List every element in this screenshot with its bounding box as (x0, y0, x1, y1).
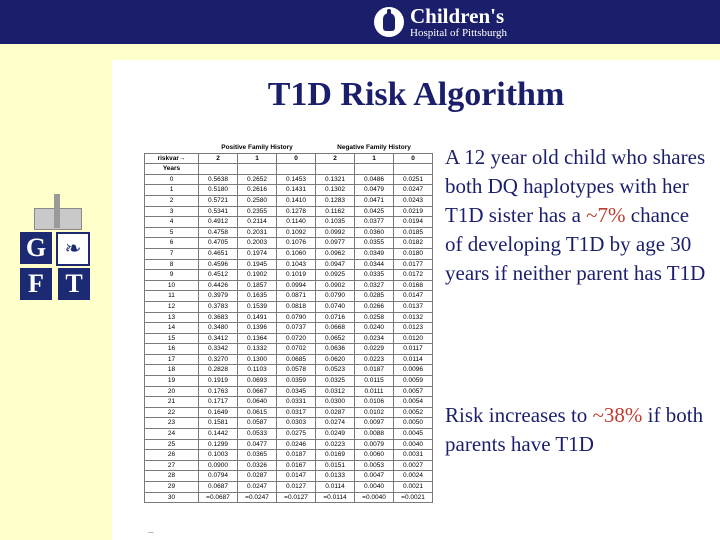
risk-value-cell: 0.1092 (277, 227, 316, 238)
risk-value-cell: 0.0300 (316, 397, 355, 408)
risk-value-cell: 0.0425 (355, 206, 394, 217)
table-row (145, 344, 433, 355)
logo-line-1: Children's (410, 3, 505, 28)
risk-value-cell: 0.0133 (316, 471, 355, 482)
year-cell: 10 (145, 280, 199, 291)
table-row (145, 407, 433, 418)
risk-value-cell: 0.4651 (199, 248, 238, 259)
table-row (145, 280, 433, 291)
year-cell: 23 (145, 418, 199, 429)
risk-value-cell: 0.1410 (277, 195, 316, 206)
risk-value-cell: 0.0523 (316, 365, 355, 376)
risk-value-cell: 0.0258 (355, 312, 394, 323)
risk-value-cell: 0.0106 (355, 397, 394, 408)
risk-value-cell: 0.1919 (199, 376, 238, 387)
gft-letter-f: F (20, 268, 52, 300)
hospital-logo (374, 5, 507, 39)
risk-value-cell: 0.1162 (316, 206, 355, 217)
table-row (145, 471, 433, 482)
table-row (145, 354, 433, 365)
risk-value-cell: 0.0114 (316, 482, 355, 493)
table-row (145, 376, 433, 387)
risk-value-cell: 0.0477 (238, 439, 277, 450)
table-row (145, 429, 433, 440)
year-cell: 15 (145, 333, 199, 344)
year-cell: 9 (145, 270, 199, 281)
year-cell: 13 (145, 312, 199, 323)
year-cell: 24 (145, 429, 199, 440)
risk-value-cell: 0.0120 (394, 333, 433, 344)
year-cell: 0 (145, 174, 199, 185)
risk-value-cell: 0.1300 (238, 354, 277, 365)
risk-value-cell: 0.1283 (316, 195, 355, 206)
table-row (145, 174, 433, 185)
risk-value-cell: 0.0251 (394, 174, 433, 185)
p1-text-start: A 12 year old child who shares both DQ haplotypes with her T1D sister has a (445, 145, 706, 227)
riskvar-value: 1 (355, 153, 394, 164)
risk-value-cell: 0.0169 (316, 450, 355, 461)
risk-value-cell: 0.0355 (355, 238, 394, 249)
risk-value-cell: 0.0925 (316, 270, 355, 281)
year-cell: 20 (145, 386, 199, 397)
year-cell: 29 (145, 482, 199, 493)
risk-value-cell: 0.0740 (316, 301, 355, 312)
risk-value-cell: 0.2355 (238, 206, 277, 217)
risk-table (144, 143, 433, 503)
risk-value-cell: 0.1857 (238, 280, 277, 291)
risk-value-cell: 0.3683 (199, 312, 238, 323)
risk-value-cell: 0.0079 (355, 439, 394, 450)
risk-value-cell: 0.2652 (238, 174, 277, 185)
p2-text-start: Risk increases to (445, 403, 593, 427)
risk-value-cell: 0.1019 (277, 270, 316, 281)
table-row (145, 323, 433, 334)
risk-value-cell: 0.0229 (355, 344, 394, 355)
risk-value-cell: 0.0486 (355, 174, 394, 185)
year-cell: 2 (145, 195, 199, 206)
risk-value-cell: 0.0312 (316, 386, 355, 397)
risk-value-cell: 0.1299 (199, 439, 238, 450)
risk-value-cell: 0.0040 (355, 482, 394, 493)
risk-value-cell: 0.0059 (394, 376, 433, 387)
risk-value-cell: 0.0247 (238, 482, 277, 493)
risk-value-cell: 0.0096 (394, 365, 433, 376)
year-cell: 8 (145, 259, 199, 270)
risk-value-cell: 0.3270 (199, 354, 238, 365)
table-row (145, 439, 433, 450)
risk-value-cell: =0.0687 (199, 492, 238, 503)
risk-value-cell: 0.0111 (355, 386, 394, 397)
table-row (145, 482, 433, 493)
riskvar-value: 0 (394, 153, 433, 164)
risk-value-cell: 0.4512 (199, 270, 238, 281)
year-cell: 12 (145, 301, 199, 312)
risk-value-cell: 0.0185 (394, 227, 433, 238)
risk-value-cell: 0.0243 (394, 195, 433, 206)
riskvar-label: riskvar→ (145, 153, 199, 164)
risk-value-cell: 0.0345 (277, 386, 316, 397)
risk-value-cell: 0.0533 (238, 429, 277, 440)
risk-value-cell: 0.0182 (394, 238, 433, 249)
year-cell: 16 (145, 344, 199, 355)
risk-value-cell: 0.0794 (199, 471, 238, 482)
risk-value-cell: 0.0636 (316, 344, 355, 355)
risk-value-cell: 0.2828 (199, 365, 238, 376)
risk-value-cell: 0.1364 (238, 333, 277, 344)
table-row (145, 301, 433, 312)
risk-value-cell: 0.0285 (355, 291, 394, 302)
risk-value-cell: 0.0024 (394, 471, 433, 482)
risk-value-cell: 0.4912 (199, 217, 238, 228)
p1-highlight: ~7% (586, 203, 626, 227)
risk-value-cell: 0.0687 (199, 482, 238, 493)
risk-value-cell: 0.3979 (199, 291, 238, 302)
risk-value-cell: 0.1945 (238, 259, 277, 270)
risk-value-cell: 0.0275 (277, 429, 316, 440)
table-row (145, 365, 433, 376)
risk-value-cell: 0.4705 (199, 238, 238, 249)
risk-value-cell: 0.0240 (355, 323, 394, 334)
risk-value-cell: 0.0360 (355, 227, 394, 238)
risk-value-cell: =0.0040 (355, 492, 394, 503)
risk-value-cell: 0.0151 (316, 460, 355, 471)
risk-value-cell: 0.0177 (394, 259, 433, 270)
risk-value-cell: 0.1902 (238, 270, 277, 281)
risk-value-cell: 0.1278 (277, 206, 316, 217)
table-row (145, 238, 433, 249)
year-cell: 27 (145, 460, 199, 471)
risk-value-cell: 0.0344 (355, 259, 394, 270)
risk-value-cell: 0.0102 (355, 407, 394, 418)
table-row (145, 418, 433, 429)
risk-value-cell: 0.0040 (394, 439, 433, 450)
risk-value-cell: 0.0247 (394, 185, 433, 196)
risk-value-cell: 0.0615 (238, 407, 277, 418)
risk-value-cell: 0.0223 (316, 439, 355, 450)
gft-letter-t: T (58, 268, 90, 300)
risk-value-cell: 0.0234 (355, 333, 394, 344)
risk-value-cell: 0.5341 (199, 206, 238, 217)
risk-value-cell: 0.3783 (199, 301, 238, 312)
risk-value-cell: 0.1442 (199, 429, 238, 440)
risk-value-cell: 0.0790 (277, 312, 316, 323)
risk-value-cell: 0.0137 (394, 301, 433, 312)
table-row (145, 333, 433, 344)
risk-value-cell: 0.0052 (394, 407, 433, 418)
table-row (145, 397, 433, 408)
year-cell: 28 (145, 471, 199, 482)
risk-value-cell: 0.1431 (277, 185, 316, 196)
riskvar-value: 0 (277, 153, 316, 164)
year-cell: 7 (145, 248, 199, 259)
risk-value-cell: 0.1396 (238, 323, 277, 334)
risk-value-cell: 0.0287 (238, 471, 277, 482)
risk-value-cell: 0.0167 (277, 460, 316, 471)
year-cell: 21 (145, 397, 199, 408)
explanation-paragraph-2 (445, 401, 707, 459)
p1-text-end: chance of developing T1D by age 30 years if neither parent has T1D (445, 203, 706, 285)
risk-value-cell: 0.2031 (238, 227, 277, 238)
table-row (145, 195, 433, 206)
child-silhouette-icon (374, 7, 404, 37)
risk-value-cell: 0.0317 (277, 407, 316, 418)
logo-line-2: Hospital of Pittsburgh (410, 26, 507, 39)
gft-logo (20, 196, 94, 308)
risk-value-cell: 0.0900 (199, 460, 238, 471)
risk-value-cell: 0.0123 (394, 323, 433, 334)
risk-value-cell: 0.0377 (355, 217, 394, 228)
risk-value-cell: 0.0132 (394, 312, 433, 323)
risk-value-cell: 0.4596 (199, 259, 238, 270)
footer-mark: --- (148, 530, 154, 536)
risk-value-cell: 0.0223 (355, 354, 394, 365)
risk-value-cell: 0.0147 (394, 291, 433, 302)
years-label: Years (145, 164, 199, 175)
explanation-paragraph-1 (445, 143, 707, 288)
risk-value-cell: 0.5180 (199, 185, 238, 196)
risk-value-cell: 0.4758 (199, 227, 238, 238)
risk-value-cell: 0.0693 (238, 376, 277, 387)
risk-value-cell: 0.0325 (316, 376, 355, 387)
risk-value-cell: 0.0327 (355, 280, 394, 291)
riskvar-value: 1 (238, 153, 277, 164)
risk-value-cell: 0.0047 (355, 471, 394, 482)
risk-value-cell: 0.1539 (238, 301, 277, 312)
risk-value-cell: 0.1717 (199, 397, 238, 408)
table-row (145, 248, 433, 259)
risk-value-cell: 0.1060 (277, 248, 316, 259)
year-cell: 4 (145, 217, 199, 228)
risk-value-cell: =0.0114 (316, 492, 355, 503)
risk-value-cell: 0.0640 (238, 397, 277, 408)
risk-value-cell: 0.0720 (277, 333, 316, 344)
risk-value-cell: 0.0054 (394, 397, 433, 408)
risk-value-cell: 0.0471 (355, 195, 394, 206)
risk-value-cell: 0.0249 (316, 429, 355, 440)
year-cell: 22 (145, 407, 199, 418)
risk-value-cell: 0.1076 (277, 238, 316, 249)
risk-value-cell: 0.0021 (394, 482, 433, 493)
risk-value-cell: =0.0021 (394, 492, 433, 503)
risk-value-cell: 0.0947 (316, 259, 355, 270)
risk-value-cell: 0.0331 (277, 397, 316, 408)
risk-value-cell: 0.0587 (238, 418, 277, 429)
table-riskvar-row (145, 153, 433, 164)
dna-helix-icon: ❧ (56, 232, 90, 266)
hospital-logo-text (410, 3, 507, 39)
risk-value-cell: 0.1332 (238, 344, 277, 355)
risk-value-cell: 0.1140 (277, 217, 316, 228)
risk-value-cell: 0.1763 (199, 386, 238, 397)
risk-value-cell: 0.3480 (199, 323, 238, 334)
risk-value-cell: 0.5721 (199, 195, 238, 206)
table-row (145, 217, 433, 228)
risk-value-cell: 0.1974 (238, 248, 277, 259)
risk-value-cell: 0.1491 (238, 312, 277, 323)
risk-value-cell: 0.0326 (238, 460, 277, 471)
table-row (145, 312, 433, 323)
p2-text-end: if both parents have T1D (445, 403, 704, 456)
risk-value-cell: 0.0045 (394, 429, 433, 440)
risk-value-cell: 0.0266 (355, 301, 394, 312)
risk-value-cell: 0.0088 (355, 429, 394, 440)
table-group-header-row (145, 143, 433, 153)
table-row (145, 259, 433, 270)
risk-value-cell: 0.0194 (394, 217, 433, 228)
year-cell: 3 (145, 206, 199, 217)
risk-value-cell: 0.0303 (277, 418, 316, 429)
risk-value-cell: 0.0031 (394, 450, 433, 461)
risk-value-cell: 0.2003 (238, 238, 277, 249)
table-row (145, 206, 433, 217)
risk-value-cell: 0.1302 (316, 185, 355, 196)
risk-value-cell: 0.0685 (277, 354, 316, 365)
risk-value-cell: 0.0027 (394, 460, 433, 471)
risk-value-cell: 0.0060 (355, 450, 394, 461)
risk-value-cell: 0.0652 (316, 333, 355, 344)
risk-value-cell: 0.1003 (199, 450, 238, 461)
risk-value-cell: 0.0667 (238, 386, 277, 397)
risk-value-cell: 0.1321 (316, 174, 355, 185)
risk-value-cell: 0.0117 (394, 344, 433, 355)
risk-value-cell: 0.4426 (199, 280, 238, 291)
year-cell: 19 (145, 376, 199, 387)
group-header-positive: Positive Family History (199, 143, 316, 153)
table-years-row (145, 164, 433, 175)
risk-value-cell: 0.0168 (394, 280, 433, 291)
table-row (145, 291, 433, 302)
risk-value-cell: =0.0247 (238, 492, 277, 503)
slide-title: T1D Risk Algorithm (267, 76, 565, 113)
risk-value-cell: 0.0219 (394, 206, 433, 217)
table-row (145, 227, 433, 238)
table-row (145, 185, 433, 196)
risk-value-cell: 0.0994 (277, 280, 316, 291)
year-cell: 6 (145, 238, 199, 249)
p2-highlight: ~38% (592, 403, 643, 427)
risk-value-cell: 0.0050 (394, 418, 433, 429)
risk-value-cell: 0.0668 (316, 323, 355, 334)
risk-value-cell: 0.0349 (355, 248, 394, 259)
risk-value-cell: 0.0246 (277, 439, 316, 450)
table-row (145, 270, 433, 281)
year-cell: 11 (145, 291, 199, 302)
risk-value-cell: 0.0127 (277, 482, 316, 493)
risk-value-cell: 0.0187 (277, 450, 316, 461)
group-header-negative: Negative Family History (316, 143, 433, 153)
year-cell: 1 (145, 185, 199, 196)
table-row (145, 460, 433, 471)
risk-value-cell: 0.0620 (316, 354, 355, 365)
year-cell: 26 (145, 450, 199, 461)
risk-value-cell: 0.0057 (394, 386, 433, 397)
header-bar (0, 0, 720, 44)
risk-value-cell: 0.0962 (316, 248, 355, 259)
year-cell: 18 (145, 365, 199, 376)
risk-value-cell: 0.0115 (355, 376, 394, 387)
risk-value-cell: 0.0053 (355, 460, 394, 471)
risk-value-cell: =0.0127 (277, 492, 316, 503)
risk-value-cell: 0.3412 (199, 333, 238, 344)
riskvar-value: 2 (199, 153, 238, 164)
table-row (145, 450, 433, 461)
risk-value-cell: 0.0180 (394, 248, 433, 259)
risk-value-cell: 0.0479 (355, 185, 394, 196)
top-accent-strip (112, 44, 720, 60)
risk-value-cell: 0.0902 (316, 280, 355, 291)
risk-value-cell: 0.0274 (316, 418, 355, 429)
risk-value-cell: 0.0172 (394, 270, 433, 281)
risk-value-cell: 0.0287 (316, 407, 355, 418)
risk-value-cell: 0.0335 (355, 270, 394, 281)
risk-value-cell: 0.2616 (238, 185, 277, 196)
risk-value-cell: 0.0818 (277, 301, 316, 312)
risk-value-cell: 0.2580 (238, 195, 277, 206)
risk-value-cell: 0.5638 (199, 174, 238, 185)
risk-value-cell: 0.0737 (277, 323, 316, 334)
risk-value-cell: 0.0578 (277, 365, 316, 376)
risk-value-cell: 0.0790 (316, 291, 355, 302)
gift-box-icon (28, 194, 86, 228)
risk-value-cell: 0.0365 (238, 450, 277, 461)
risk-value-cell: 0.0716 (316, 312, 355, 323)
risk-value-cell: 0.1043 (277, 259, 316, 270)
risk-value-cell: 0.0359 (277, 376, 316, 387)
table-row (145, 492, 433, 503)
year-cell: 25 (145, 439, 199, 450)
risk-value-cell: 0.1635 (238, 291, 277, 302)
risk-value-cell: 0.0114 (394, 354, 433, 365)
riskvar-value: 2 (316, 153, 355, 164)
risk-value-cell: 0.1581 (199, 418, 238, 429)
year-cell: 17 (145, 354, 199, 365)
risk-value-cell: 0.1649 (199, 407, 238, 418)
risk-value-cell: 0.0871 (277, 291, 316, 302)
gft-letter-g: G (20, 232, 52, 264)
risk-value-cell: 0.1103 (238, 365, 277, 376)
risk-value-cell: 0.0187 (355, 365, 394, 376)
risk-value-cell: 0.0977 (316, 238, 355, 249)
table-row (145, 386, 433, 397)
year-cell: 30 (145, 492, 199, 503)
risk-value-cell: 0.2114 (238, 217, 277, 228)
risk-value-cell: 0.1453 (277, 174, 316, 185)
risk-value-cell: 0.0992 (316, 227, 355, 238)
risk-value-cell: 0.1035 (316, 217, 355, 228)
risk-value-cell: 0.0097 (355, 418, 394, 429)
year-cell: 14 (145, 323, 199, 334)
year-cell: 5 (145, 227, 199, 238)
risk-value-cell: 0.0702 (277, 344, 316, 355)
risk-value-cell: 0.3342 (199, 344, 238, 355)
risk-value-cell: 0.0147 (277, 471, 316, 482)
